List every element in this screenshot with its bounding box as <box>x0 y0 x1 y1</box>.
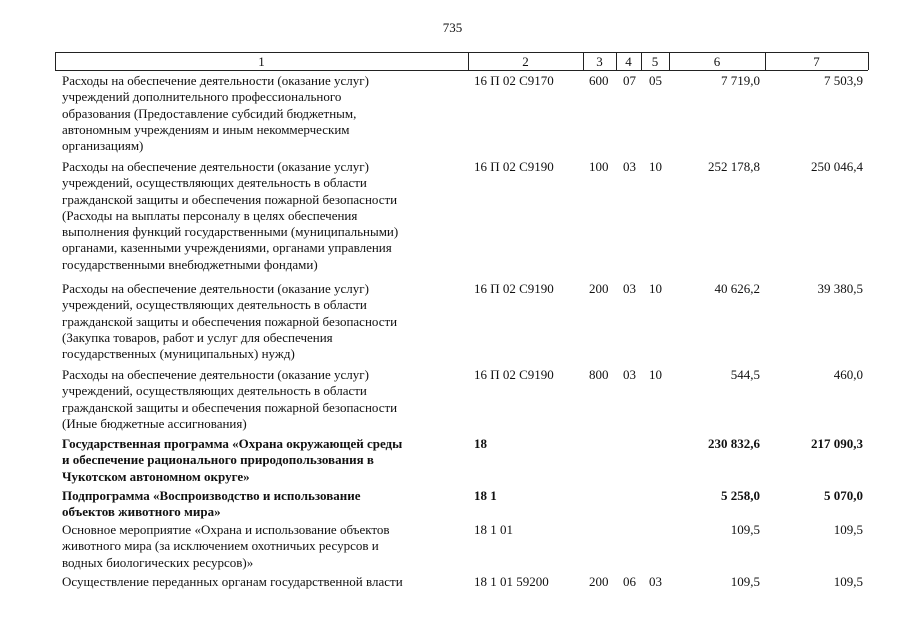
row-amount-6: 109,5 <box>730 574 760 589</box>
row-col-4: 03 <box>623 281 636 296</box>
header-col-1: 1 <box>258 54 265 69</box>
description-line: образования (Предоставление субсидий бюджетным, <box>62 105 357 121</box>
description-line: животного мира (за исключением охотничьих ресурсов и <box>62 538 379 554</box>
row-amount-7: 109,5 <box>833 574 863 589</box>
row-code: 16 П 02 С9170 <box>474 73 554 88</box>
description-line: учреждений, осуществляющих деятельность в области <box>62 297 367 313</box>
row-description <box>62 488 472 521</box>
description-line: (Закупка товаров, работ и услуг для обеспечения <box>62 329 333 345</box>
row-description <box>62 574 472 590</box>
description-line: Подпрограмма «Воспроизводство и использование <box>62 488 361 503</box>
row-col-3: 100 <box>589 159 609 174</box>
description-line: Расходы на обеспечение деятельности (оказание услуг) <box>62 159 369 174</box>
row-amount-7: 7 503,9 <box>824 73 863 88</box>
description-line: государственных (муниципальных) нужд) <box>62 346 295 362</box>
row-col-5: 10 <box>649 281 662 296</box>
description-line: водных биологических ресурсов)» <box>62 554 254 570</box>
row-amount-6: 7 719,0 <box>721 73 760 88</box>
row-amount-7: 217 090,3 <box>811 436 863 451</box>
description-line: гражданской защиты и обеспечения пожарной безопасности <box>62 191 398 207</box>
row-code: 18 1 01 59200 <box>474 574 549 589</box>
row-col-4: 03 <box>623 367 636 382</box>
description-line: гражданской защиты и обеспечения пожарной безопасности <box>62 399 398 415</box>
row-description <box>62 159 472 273</box>
row-amount-7: 109,5 <box>833 522 863 537</box>
row-code: 18 <box>474 436 487 451</box>
row-col-4: 06 <box>623 574 636 589</box>
description-line: объектов животного мира» <box>62 504 221 520</box>
description-line: организациям) <box>62 138 144 154</box>
row-amount-7: 39 380,5 <box>817 281 863 296</box>
row-col-5: 03 <box>649 574 662 589</box>
row-code: 18 1 <box>474 488 497 503</box>
description-line: Расходы на обеспечение деятельности (оказание услуг) <box>62 367 369 382</box>
description-line: Расходы на обеспечение деятельности (оказание услуг) <box>62 281 369 296</box>
header-col-7: 7 <box>813 54 820 69</box>
description-line: государственными внебюджетными фондами) <box>62 256 318 272</box>
row-col-3: 800 <box>589 367 609 382</box>
row-col-5: 05 <box>649 73 662 88</box>
description-line: Расходы на обеспечение деятельности (оказание услуг) <box>62 73 369 88</box>
description-line: гражданской защиты и обеспечения пожарной безопасности <box>62 313 398 329</box>
description-line: органами, казенными учреждениями, органами управления <box>62 240 392 256</box>
row-amount-6: 230 832,6 <box>708 436 760 451</box>
row-col-4: 07 <box>623 73 636 88</box>
row-description <box>62 73 472 154</box>
row-description <box>62 281 472 362</box>
row-col-4: 03 <box>623 159 636 174</box>
header-col-4: 4 <box>625 54 632 69</box>
row-col-3: 200 <box>589 574 609 589</box>
description-line: учреждений, осуществляющих деятельность в области <box>62 175 367 191</box>
description-line: учреждений дополнительного профессионального <box>62 89 342 105</box>
row-description <box>62 522 472 571</box>
row-amount-6: 5 258,0 <box>721 488 760 503</box>
header-divider <box>868 52 869 70</box>
description-line: Государственная программа «Охрана окружающей среды <box>62 436 403 451</box>
page-number: 735 <box>442 20 463 35</box>
header-col-3: 3 <box>596 54 603 69</box>
row-description <box>62 367 472 432</box>
row-col-5: 10 <box>649 159 662 174</box>
description-line: автономным учреждениям и иным некоммерческим <box>62 121 350 137</box>
description-line: выполнения функций государственными (муниципальными) <box>62 224 399 240</box>
description-line: и обеспечение рационального природопользования в <box>62 452 374 468</box>
header-col-5: 5 <box>651 54 659 69</box>
description-line: Основное мероприятие «Охрана и использование объектов <box>62 522 390 537</box>
row-col-5: 10 <box>649 367 662 382</box>
row-col-3: 600 <box>589 73 609 88</box>
description-line: Осуществление переданных органам государственной власти <box>62 574 403 589</box>
description-line: Чукотском автономном округе» <box>62 468 250 484</box>
description-line: учреждений, осуществляющих деятельность в области <box>62 383 367 399</box>
row-code: 16 П 02 С9190 <box>474 367 554 382</box>
description-line: (Иные бюджетные ассигнования) <box>62 415 247 431</box>
row-amount-7: 250 046,4 <box>811 159 863 174</box>
row-col-3: 200 <box>589 281 609 296</box>
description-line: (Расходы на выплаты персоналу в целях обеспечения <box>62 207 358 223</box>
row-code: 18 1 01 <box>474 522 513 537</box>
row-amount-7: 5 070,0 <box>824 488 863 503</box>
row-description <box>62 436 472 485</box>
header-col-6: 6 <box>713 54 721 69</box>
row-code: 16 П 02 С9190 <box>474 281 554 296</box>
row-amount-6: 109,5 <box>730 522 760 537</box>
row-amount-7: 460,0 <box>833 367 863 382</box>
row-code: 16 П 02 С9190 <box>474 159 554 174</box>
header-top-border <box>55 52 868 53</box>
header-bottom-border <box>55 70 868 71</box>
row-amount-6: 544,5 <box>730 367 760 382</box>
row-amount-6: 40 626,2 <box>714 281 760 296</box>
header-col-2: 2 <box>522 54 529 69</box>
row-amount-6: 252 178,8 <box>708 159 760 174</box>
